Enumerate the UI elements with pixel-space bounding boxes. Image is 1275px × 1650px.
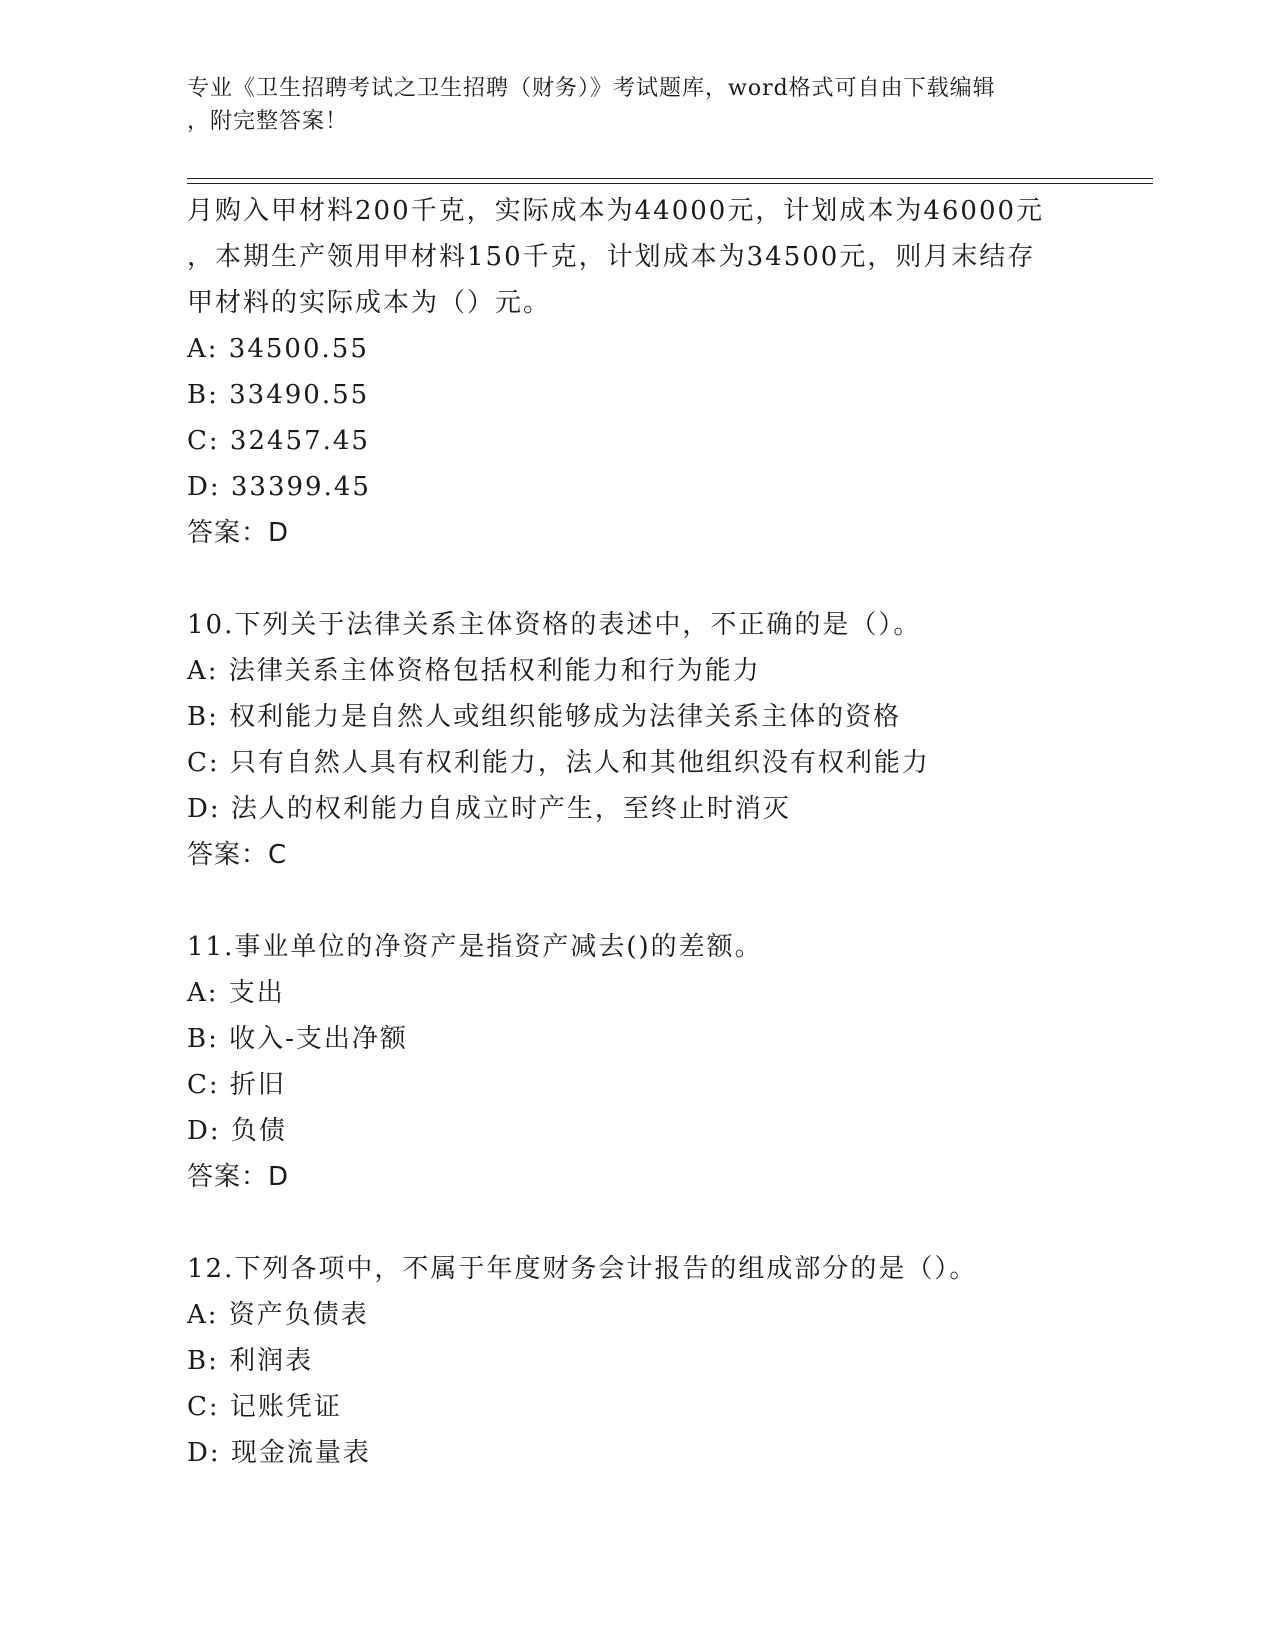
answer: 答案：D [187, 1162, 290, 1192]
question-12 [187, 1246, 1087, 1476]
option-c: C: 只有自然人具有权利能力，法人和其他组织没有权利能力 [187, 748, 930, 778]
spacer [187, 556, 1087, 602]
document-body [187, 188, 1087, 1476]
question-stem-line: ，本期生产领用甲材料150千克，计划成本为34500元，则月末结存 [187, 242, 1036, 272]
option-b: B: 33490.55 [187, 380, 370, 410]
option-d: D: 法人的权利能力自成立时产生，至终止时消灭 [187, 794, 791, 824]
option-a: A: 资产负债表 [187, 1300, 369, 1330]
option-b: B: 利润表 [187, 1346, 314, 1376]
question-9-continued [187, 188, 1087, 556]
option-c: C: 折旧 [187, 1070, 286, 1100]
question-stem: 10.下列关于法律关系主体资格的表述中，不正确的是（）。 [187, 610, 922, 640]
answer: 答案：D [187, 518, 290, 548]
option-c: C: 记账凭证 [187, 1392, 342, 1422]
option-b: B: 收入-支出净额 [187, 1024, 408, 1054]
question-stem-line: 甲材料的实际成本为（）元。 [187, 288, 552, 318]
spacer [187, 878, 1087, 924]
option-b: B: 权利能力是自然人或组织能够成为法律关系主体的资格 [187, 702, 902, 732]
option-d: D: 现金流量表 [187, 1438, 371, 1468]
option-a: A: 支出 [187, 978, 285, 1008]
spacer [187, 1200, 1087, 1246]
header-rule-top [187, 178, 1153, 179]
document-header [187, 72, 1067, 138]
answer: 答案：C [187, 840, 288, 870]
question-stem: 11.事业单位的净资产是指资产减去()的差额。 [187, 932, 763, 962]
header-line-2: ，附完整答案！ [187, 109, 349, 134]
question-stem-line: 月购入甲材料200千克，实际成本为44000元，计划成本为46000元 [187, 196, 1045, 226]
header-line-1: 专业《卫生招聘考试之卫生招聘（财务）》考试题库，word格式可自由下载编辑 [187, 76, 996, 101]
question-10 [187, 602, 1087, 878]
option-d: D: 33399.45 [187, 472, 371, 502]
option-d: D: 负债 [187, 1116, 287, 1146]
question-stem: 12.下列各项中，不属于年度财务会计报告的组成部分的是（）。 [187, 1254, 978, 1284]
option-c: C: 32457.45 [187, 426, 370, 456]
header-rule-bottom [187, 183, 1153, 184]
option-a: A: 法律关系主体资格包括权利能力和行为能力 [187, 656, 761, 686]
question-11 [187, 924, 1087, 1200]
option-a: A: 34500.55 [187, 334, 369, 364]
